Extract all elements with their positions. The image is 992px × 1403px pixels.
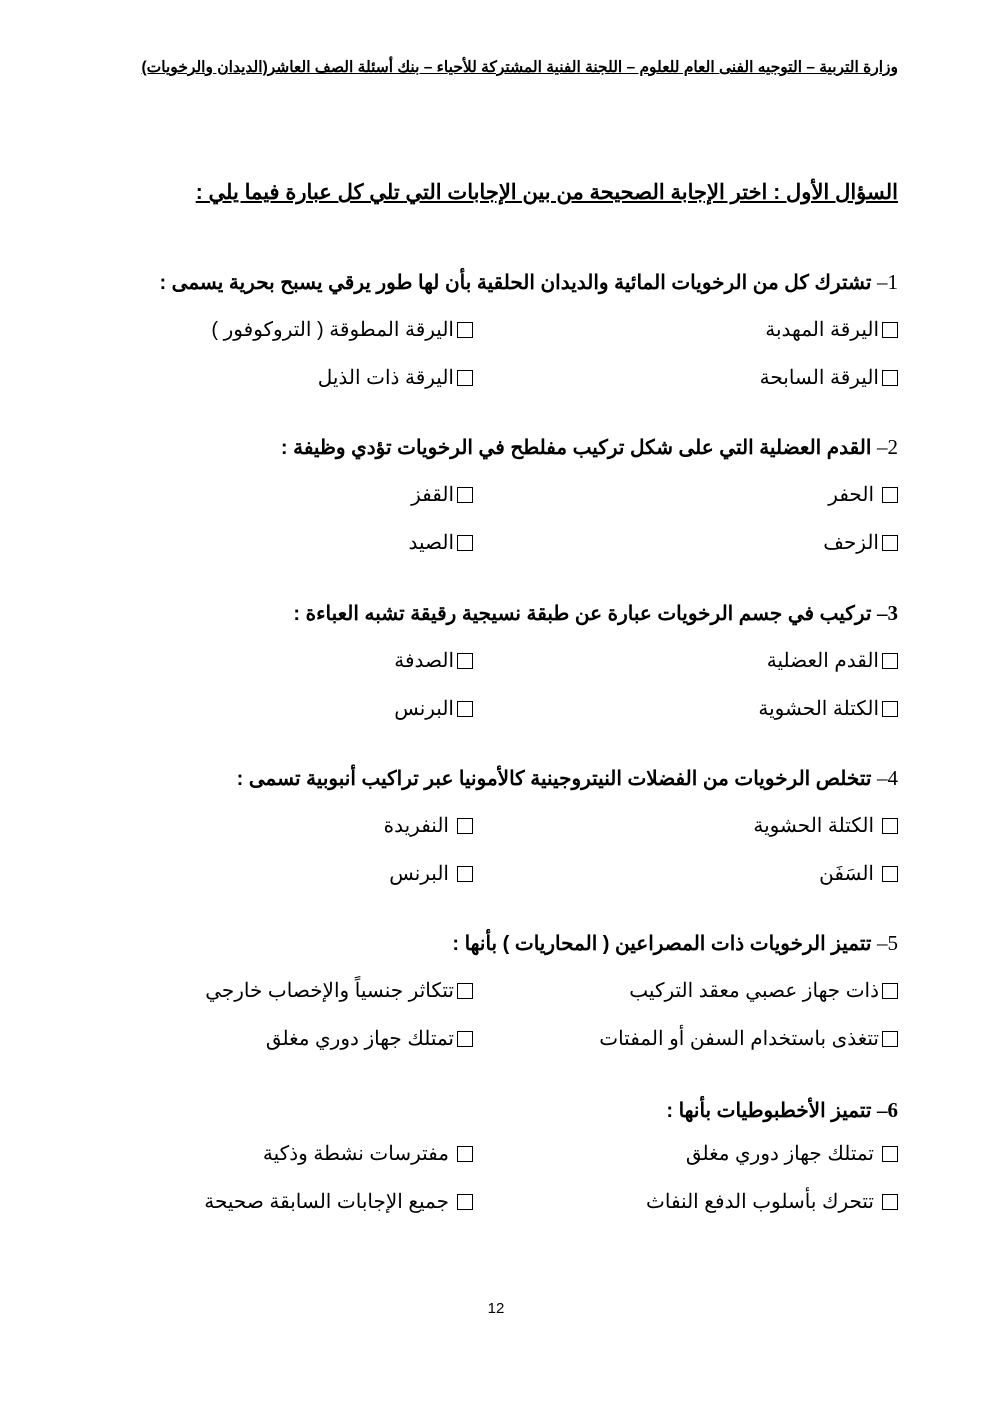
option-label: السَفَن bbox=[819, 863, 874, 885]
checkbox-icon[interactable] bbox=[457, 866, 473, 882]
option-label: الصيد bbox=[408, 532, 454, 554]
option-c[interactable] bbox=[599, 1025, 898, 1053]
checkbox-icon[interactable] bbox=[457, 487, 473, 503]
option-label: اليرقة السابحة bbox=[759, 367, 879, 389]
question-number: 1– bbox=[877, 270, 898, 294]
option-label: القفز bbox=[411, 484, 454, 506]
option-d[interactable] bbox=[408, 529, 473, 557]
question-number: 2– bbox=[877, 435, 898, 459]
checkbox-icon[interactable] bbox=[457, 983, 473, 999]
checkbox-icon[interactable] bbox=[882, 653, 898, 669]
checkbox-icon[interactable] bbox=[882, 701, 898, 717]
question-text bbox=[94, 929, 898, 957]
option-a[interactable] bbox=[629, 977, 898, 1005]
checkbox-icon[interactable] bbox=[457, 1031, 473, 1047]
checkbox-icon[interactable] bbox=[457, 322, 473, 338]
question-text bbox=[94, 599, 898, 627]
option-c[interactable] bbox=[819, 860, 898, 888]
page-number: 12 bbox=[487, 1300, 505, 1317]
option-label: تمتلك جهاز دوري مغلق bbox=[685, 1143, 874, 1165]
option-label: تتغذى باستخدام السفن أو المفتات bbox=[599, 1028, 879, 1050]
checkbox-icon[interactable] bbox=[882, 1146, 898, 1162]
question-number: 5– bbox=[877, 931, 898, 955]
option-label: اليرقة ذات الذيل bbox=[317, 367, 454, 389]
question-body: تتميز الرخويات ذات المصراعين ( المحاريات ) بأنها : bbox=[452, 933, 872, 955]
options-row bbox=[94, 481, 898, 529]
question-body: تتميز الأخطبوطيات بأنها : bbox=[666, 1100, 872, 1122]
question-4 bbox=[94, 764, 898, 908]
question-3 bbox=[94, 599, 898, 743]
options-row bbox=[94, 812, 898, 860]
option-b[interactable] bbox=[263, 1140, 473, 1168]
checkbox-icon[interactable] bbox=[882, 370, 898, 386]
option-label: الكتلة الحشوية bbox=[753, 815, 874, 837]
option-a[interactable] bbox=[686, 1140, 898, 1168]
option-label: البرنس bbox=[394, 698, 454, 720]
option-label: البرنس bbox=[389, 863, 449, 885]
option-b[interactable] bbox=[411, 481, 473, 509]
question-1 bbox=[94, 268, 898, 412]
checkbox-icon[interactable] bbox=[882, 487, 898, 503]
option-label: اليرقة المهدبة bbox=[765, 319, 879, 341]
question-2 bbox=[94, 433, 898, 577]
option-a[interactable] bbox=[765, 316, 898, 344]
checkbox-icon[interactable] bbox=[457, 818, 473, 834]
checkbox-icon[interactable] bbox=[882, 1031, 898, 1047]
section-title: السؤال الأول : اختر الإجابة الصحيحة من بين الإجابات التي تلي كل عبارة فيما يلي : bbox=[195, 181, 898, 204]
option-a[interactable] bbox=[828, 481, 898, 509]
question-number: 6– bbox=[877, 1098, 898, 1122]
option-b[interactable] bbox=[205, 977, 473, 1005]
question-text bbox=[94, 268, 898, 296]
checkbox-icon[interactable] bbox=[882, 866, 898, 882]
checkbox-icon[interactable] bbox=[457, 370, 473, 386]
options-row bbox=[94, 364, 898, 412]
question-6 bbox=[94, 1096, 898, 1236]
checkbox-icon[interactable] bbox=[882, 1194, 898, 1210]
question-text bbox=[94, 433, 898, 461]
document-header: وزارة التربية – التوجيه الفنى العام للعلوم – اللجنة الفنية المشتركة للأحياء – بنك أسئلة الصف العاشر(الديدان والرخويات) bbox=[141, 59, 898, 76]
option-label: مفترسات نشطة وذكية bbox=[262, 1143, 449, 1165]
option-a[interactable] bbox=[753, 812, 898, 840]
checkbox-icon[interactable] bbox=[457, 701, 473, 717]
checkbox-icon[interactable] bbox=[882, 322, 898, 338]
option-b[interactable] bbox=[211, 316, 473, 344]
question-number: 4– bbox=[877, 766, 898, 790]
options-row bbox=[94, 1025, 898, 1073]
checkbox-icon[interactable] bbox=[457, 535, 473, 551]
question-body: تتخلص الرخويات من الفضلات النيتروجينية كالأمونيا عبر تراكيب أنبوبية تسمى : bbox=[236, 768, 872, 790]
option-label: اليرقة المطوقة ( التروكوفور ) bbox=[211, 319, 454, 341]
option-label: الحفر bbox=[828, 484, 874, 506]
option-d[interactable] bbox=[318, 364, 473, 392]
option-label: الكتلة الحشوية bbox=[758, 698, 879, 720]
question-body: تشترك كل من الرخويات المائية والديدان الحلقية بأن لها طور يرقي يسبح بحرية يسمى : bbox=[159, 272, 872, 294]
option-b[interactable] bbox=[394, 647, 473, 675]
option-label: النفريدة bbox=[383, 815, 449, 837]
option-b[interactable] bbox=[384, 812, 473, 840]
option-label: الزحف bbox=[823, 532, 879, 554]
option-label: ذات جهاز عصبي معقد التركيب bbox=[629, 980, 879, 1002]
options-row bbox=[94, 695, 898, 743]
question-body: تركيب في جسم الرخويات عبارة عن طبقة نسيجية رقيقة تشبه العباءة : bbox=[293, 603, 872, 625]
question-text bbox=[94, 1096, 898, 1124]
options-row bbox=[94, 860, 898, 908]
checkbox-icon[interactable] bbox=[457, 1146, 473, 1162]
options-row bbox=[94, 1188, 898, 1236]
option-d[interactable] bbox=[266, 1025, 473, 1053]
checkbox-icon[interactable] bbox=[882, 818, 898, 834]
question-text bbox=[94, 764, 898, 792]
option-label: تتحرك بأسلوب الدفع النفاث bbox=[646, 1191, 874, 1213]
option-label: القدم العضلية bbox=[766, 650, 879, 672]
options-row bbox=[94, 977, 898, 1025]
question-5 bbox=[94, 929, 898, 1073]
option-d[interactable] bbox=[389, 860, 473, 888]
option-c[interactable] bbox=[823, 529, 898, 557]
option-c[interactable] bbox=[646, 1188, 898, 1216]
option-label: جميع الإجابات السابقة صحيحة bbox=[204, 1191, 449, 1213]
option-c[interactable] bbox=[758, 695, 898, 723]
options-row bbox=[94, 316, 898, 364]
option-label: الصدفة bbox=[394, 650, 454, 672]
checkbox-icon[interactable] bbox=[882, 983, 898, 999]
question-number: 3– bbox=[877, 601, 898, 625]
checkbox-icon[interactable] bbox=[457, 653, 473, 669]
option-label: تتكاثر جنسياً والإخصاب خارجي bbox=[205, 980, 454, 1002]
checkbox-icon[interactable] bbox=[882, 535, 898, 551]
option-d[interactable] bbox=[204, 1188, 473, 1216]
options-row bbox=[94, 529, 898, 577]
option-c[interactable] bbox=[760, 364, 898, 392]
options-row bbox=[94, 1140, 898, 1188]
option-d[interactable] bbox=[394, 695, 473, 723]
option-label: تمتلك جهاز دوري مغلق bbox=[265, 1028, 454, 1050]
question-body: القدم العضلية التي على شكل تركيب مفلطح في الرخويات تؤدي وظيفة : bbox=[280, 437, 872, 459]
option-a[interactable] bbox=[767, 647, 898, 675]
options-row bbox=[94, 647, 898, 695]
checkbox-icon[interactable] bbox=[457, 1194, 473, 1210]
